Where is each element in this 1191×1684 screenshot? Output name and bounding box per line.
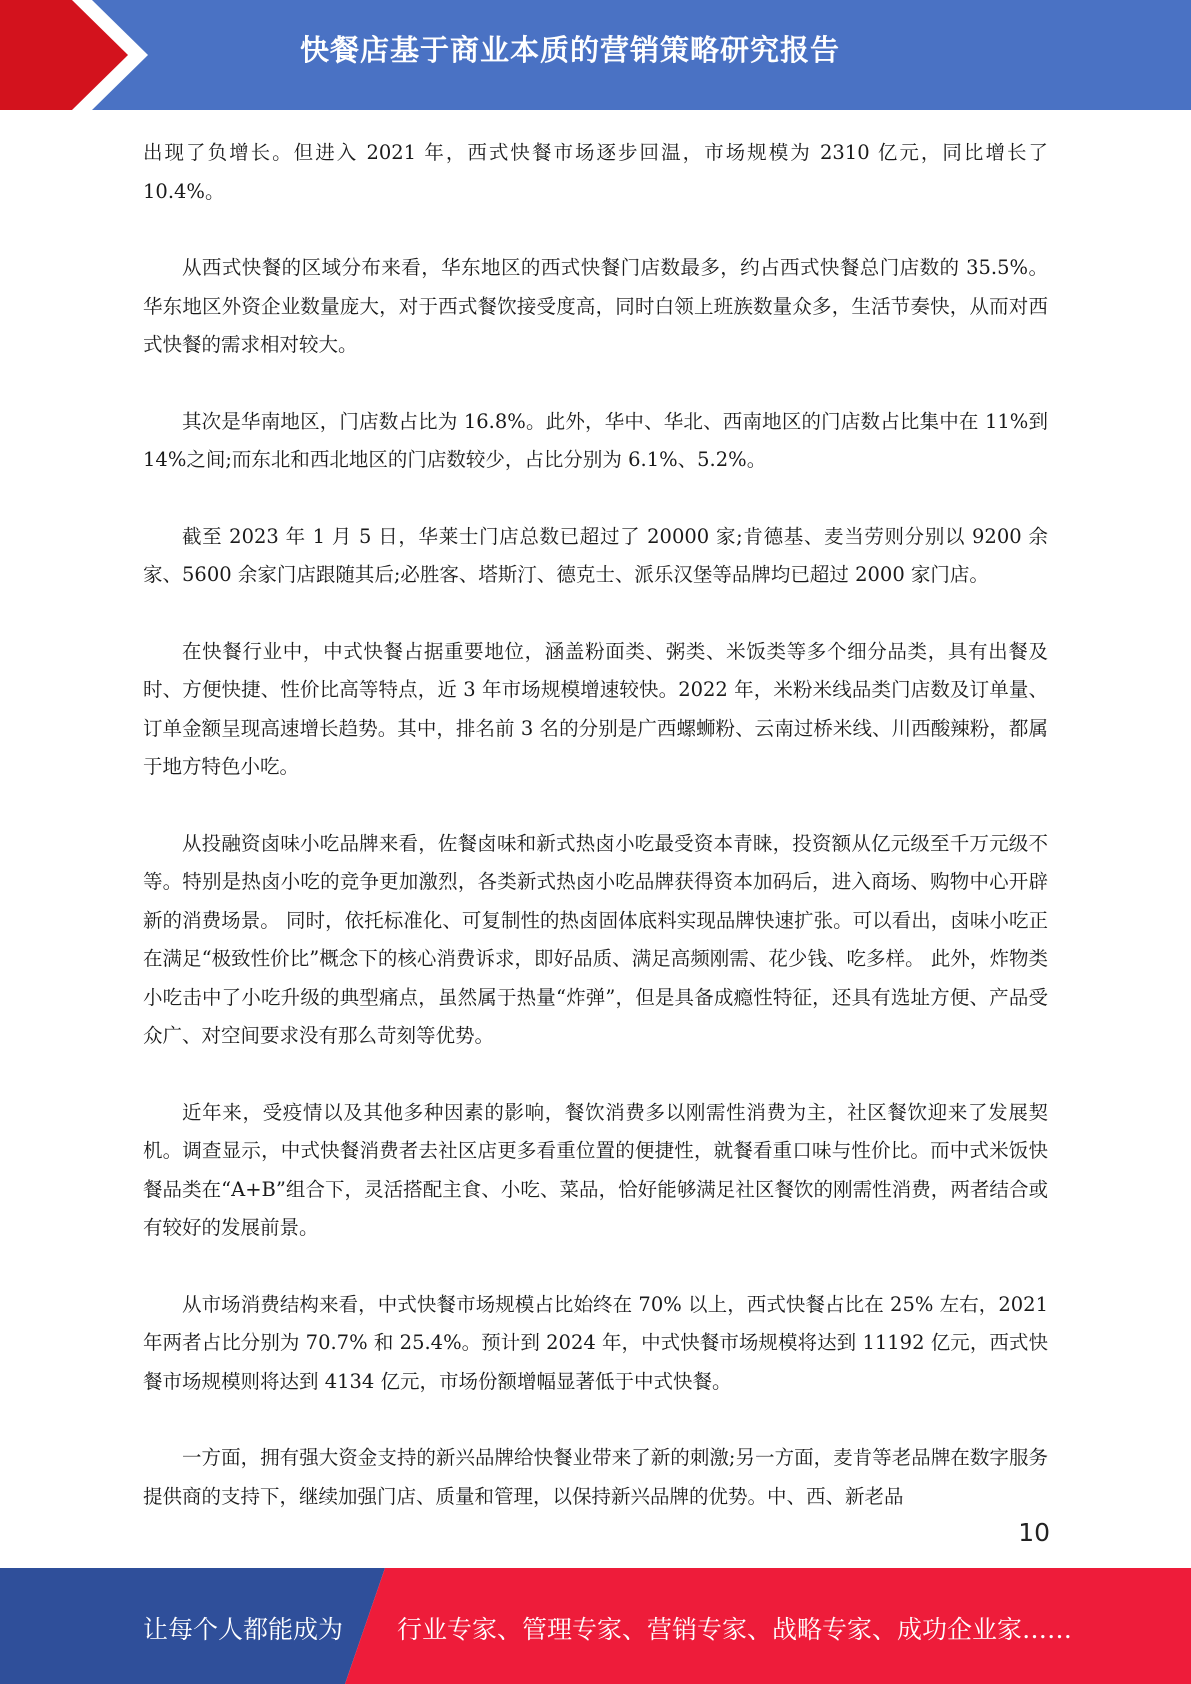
- report-title: 快餐店基于商业本质的营销策略研究报告: [300, 33, 841, 67]
- paragraph: 从投融资卤味小吃品牌来看，佐餐卤味和新式热卤小吃最受资本青睐，投资额从亿元级至千万元级不等。特别是热卤小吃的竞争更加激烈，各类新式热卤小吃品牌获得资本加码后，进入商场、购物中心开辟新的消费场景。 同时，依托标准化、可复制性的热卤固体底料实现品牌快速扩张。可以看出，卤味小吃正在满足“极致性价比”概念下的核心消费诉求，即好品质、满足高频刚需、花少钱、吃多样。 此外，炸物类小吃击中了小吃升级的典型痛点，虽然属于热量“炸弹”，但是具备成瘾性特征，还具有选址方便、产品受众广、对空间要求没有那么苛刻等优势。: [143, 831, 1048, 1047]
- footer-slogan-left: 让每个人都能成为: [143, 1615, 344, 1644]
- paragraph: 出现了负增长。但进入 2021 年，西式快餐市场逐步回温，市场规模为 2310 亿元，同比增长了 10.4%。: [143, 141, 1048, 203]
- paragraph: 其次是华南地区，门店数占比为 16.8%。此外，华中、华北、西南地区的门店数占比集中在 11%到 14%之间;而东北和西北地区的门店数较少，占比分别为 6.1%、5.2%。: [143, 409, 1048, 471]
- page-footer: [0, 1568, 1191, 1684]
- paragraph: 截至 2023 年 1 月 5 日，华莱士门店总数已超过了 20000 家;肯德基、麦当劳则分别以 9200 余家、5600 余家门店跟随其后;必胜客、塔斯汀、德克士、派乐汉堡等品牌均已超过 2000 家门店。: [143, 524, 1048, 586]
- paragraph: 在快餐行业中，中式快餐占据重要地位，涵盖粉面类、粥类、米饭类等多个细分品类，具有出餐及时、方便快捷、性价比高等特点，近 3 年市场规模增速较快。2022 年，米粉米线品类门店数及订单量、订单金额呈现高速增长趋势。其中，排名前 3 名的分别是广西螺蛳粉、云南过桥米线、川西酸辣粉，都属于地方特色小吃。: [143, 639, 1048, 778]
- paragraph: 从市场消费结构来看，中式快餐市场规模占比始终在 70% 以上，西式快餐占比在 25% 左右，2021 年两者占比分别为 70.7% 和 25.4%。预计到 2024 年，中式快餐市场规模将达到 11192 亿元，西式快餐市场规模则将达到 4134 亿元，市场份额增幅显著低于中式快餐。: [143, 1292, 1048, 1393]
- page-header: [0, 0, 1191, 110]
- paragraph: 从西式快餐的区域分布来看，华东地区的西式快餐门店数最多，约占西式快餐总门店数的 35.5%。华东地区外资企业数量庞大，对于西式餐饮接受度高，同时白领上班族数量众多，生活节奏快，从而对西式快餐的需求相对较大。: [143, 256, 1048, 356]
- paragraph: 一方面，拥有强大资金支持的新兴品牌给快餐业带来了新的刺激;另一方面，麦肯等老品牌在数字服务提供商的支持下，继续加强门店、质量和管理，以保持新兴品牌的优势。中、西、新老品: [143, 1446, 1048, 1508]
- page-number: 10: [1018, 1518, 1050, 1547]
- paragraph: 近年来，受疫情以及其他多种因素的影响，餐饮消费多以刚需性消费为主，社区餐饮迎来了发展契机。调查显示，中式快餐消费者去社区店更多看重位置的便捷性，就餐看重口味与性价比。而中式米饭快餐品类在“A+B”组合下，灵活搭配主食、小吃、菜品，恰好能够满足社区餐饮的刚需性消费，两者结合或有较好的发展前景。: [143, 1100, 1048, 1239]
- body-text: [143, 134, 1048, 1554]
- footer-slogan-right: 行业专家、管理专家、营销专家、战略专家、成功企业家……: [397, 1615, 1073, 1644]
